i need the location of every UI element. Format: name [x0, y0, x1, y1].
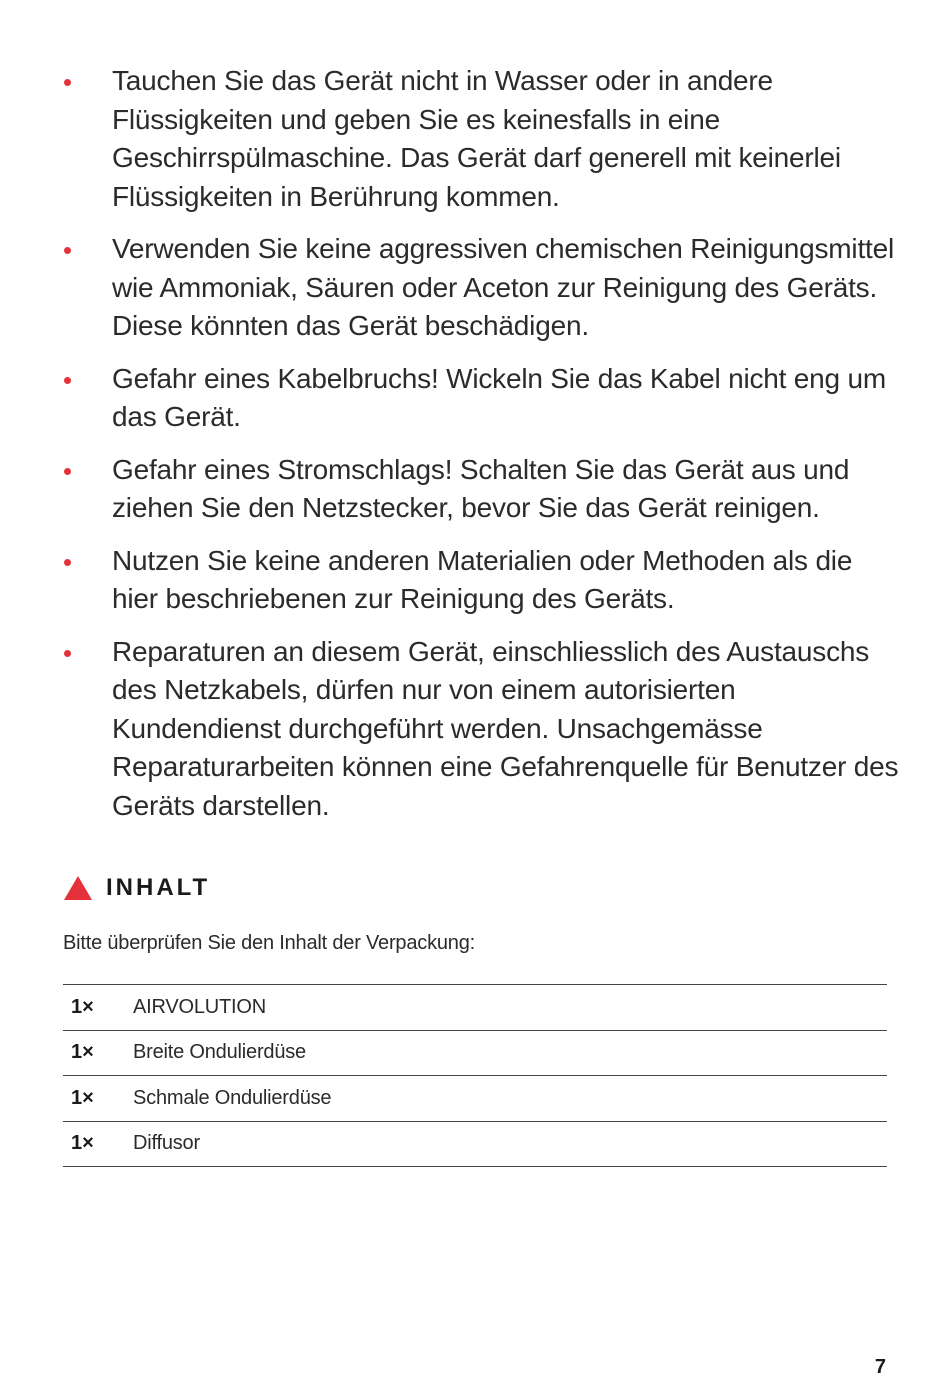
- bullet-dot-icon: [64, 650, 71, 657]
- item-cell: Schmale Ondulierdüse: [133, 1086, 332, 1109]
- section-heading: [64, 874, 210, 902]
- bullet-dot-icon: [64, 377, 71, 384]
- bullet-item: [62, 230, 902, 346]
- bullet-text: Reparaturen an diesem Gerät, einschliesslich des Austauschs des Netzkabels, dürfen nur von einem autorisierten Kundendienst durchgeführt werden. Unsachgemässe Reparaturarbeiten können eine Gefahrenquelle für Benutzer des Geräts darstellen.: [112, 635, 899, 821]
- bullet-item: [62, 633, 902, 826]
- quantity-cell: 1×: [71, 995, 94, 1018]
- bullet-text: Gefahr eines Stromschlags! Schalten Sie das Gerät aus und ziehen Sie den Netzstecker, bevor Sie das Gerät reinigen.: [112, 453, 850, 523]
- page-number: 7: [874, 1356, 886, 1378]
- bullet-dot-icon: [64, 559, 71, 566]
- contents-table: [63, 984, 887, 1167]
- bullet-item: [62, 62, 902, 216]
- item-cell: AIRVOLUTION: [133, 995, 267, 1018]
- contents-intro: Bitte überprüfen Sie den Inhalt der Verpackung:: [63, 932, 475, 954]
- bullet-dot-icon: [64, 79, 71, 86]
- warning-triangle-icon: [64, 876, 92, 900]
- table-row: [63, 985, 887, 1031]
- bullet-text: Tauchen Sie das Gerät nicht in Wasser oder in andere Flüssigkeiten und geben Sie es keinesfalls in eine Geschirrspülmaschine. Das Gerät darf generell mit keinerlei Flüssigkeiten in Berührung kommen.: [112, 65, 841, 212]
- section-title: INHALT: [106, 874, 211, 901]
- quantity-cell: 1×: [71, 1041, 94, 1064]
- safety-bullet-list: [62, 62, 902, 839]
- table-row: [63, 1076, 887, 1122]
- bullet-dot-icon: [64, 468, 71, 475]
- table-row: [63, 1031, 887, 1077]
- bullet-text: Nutzen Sie keine anderen Materialien oder Methoden als die hier beschriebenen zur Reinigung des Geräts.: [112, 544, 853, 614]
- item-cell: Diffusor: [133, 1132, 200, 1155]
- bullet-dot-icon: [64, 247, 71, 254]
- quantity-cell: 1×: [71, 1086, 94, 1109]
- quantity-cell: 1×: [71, 1132, 94, 1155]
- bullet-text: Verwenden Sie keine aggressiven chemischen Reinigungsmittel wie Ammoniak, Säuren oder Aceton zur Reinigung des Geräts. Diese könnten das Gerät beschädigen.: [112, 233, 894, 341]
- bullet-text: Gefahr eines Kabelbruchs! Wickeln Sie das Kabel nicht eng um das Gerät.: [112, 362, 886, 432]
- bullet-item: [62, 542, 902, 619]
- bullet-item: [62, 451, 902, 528]
- bullet-item: [62, 360, 902, 437]
- item-cell: Breite Ondulierdüse: [133, 1041, 306, 1064]
- table-row: [63, 1122, 887, 1168]
